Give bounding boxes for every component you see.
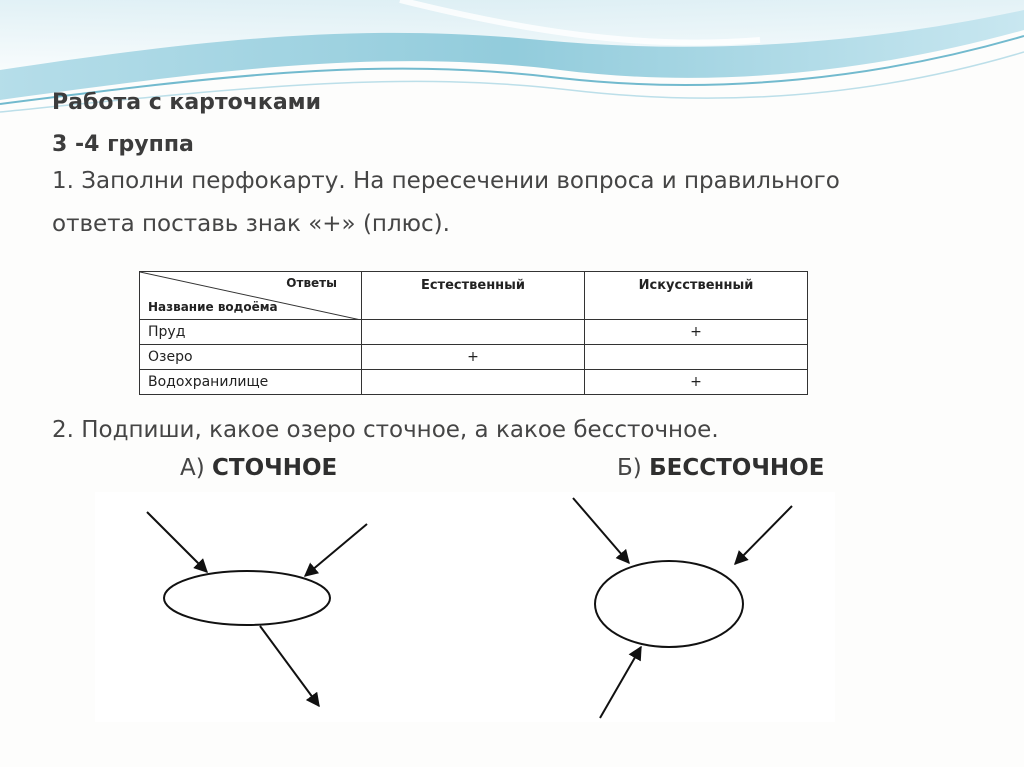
row-name: Пруд	[140, 320, 362, 345]
table-row	[140, 370, 808, 395]
table-header-row	[140, 272, 808, 320]
cell-natural[interactable]	[362, 370, 585, 395]
label-b	[617, 455, 824, 481]
punch-card-table-container	[139, 271, 808, 395]
task1-text-line1: 1. Заполни перфокарту. На пересечении вопроса и правильного	[52, 168, 840, 194]
task1-text-line2: ответа поставь знак «+» (плюс).	[52, 211, 450, 237]
column-header-natural: Естественный	[362, 272, 585, 320]
cell-artificial[interactable]: +	[585, 320, 808, 345]
corner-name-label: Название водоёма	[148, 300, 278, 314]
cell-artificial[interactable]: +	[585, 370, 808, 395]
slide-title: Работа с карточками	[52, 90, 322, 115]
label-b-prefix: Б)	[617, 455, 650, 481]
corner-answers-label: Ответы	[286, 276, 337, 290]
table-corner-cell	[140, 272, 362, 320]
cell-natural[interactable]	[362, 320, 585, 345]
label-b-answer: БЕССТОЧНОЕ	[649, 455, 825, 481]
label-a-prefix: А)	[180, 455, 213, 481]
label-a-answer: СТОЧНОЕ	[212, 455, 338, 481]
label-a	[180, 455, 337, 481]
task2-text: 2. Подпиши, какое озеро сточное, а какое бессточное.	[52, 417, 719, 443]
group-subtitle: 3 -4 группа	[52, 132, 194, 157]
column-header-artificial: Искусственный	[585, 272, 808, 320]
row-name: Озеро	[140, 345, 362, 370]
cell-artificial[interactable]	[585, 345, 808, 370]
table-row	[140, 345, 808, 370]
decorative-wave-header	[0, 0, 1024, 140]
lake-diagrams	[95, 492, 835, 722]
table-row	[140, 320, 808, 345]
cell-natural[interactable]: +	[362, 345, 585, 370]
punch-card-table	[139, 271, 808, 395]
row-name: Водохранилище	[140, 370, 362, 395]
